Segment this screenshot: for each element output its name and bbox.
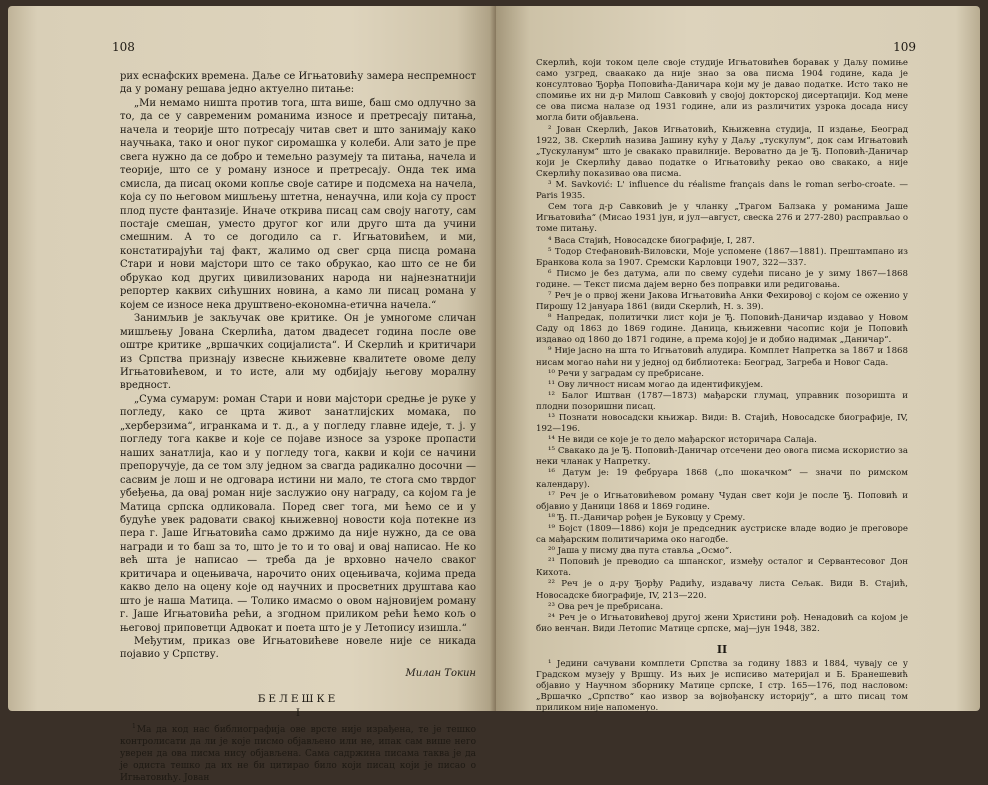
footnote: ²² Реч је о д-ру Ђорђу Радићу, издавачу листа Сељак. Види В. Стајић, Новосадске биографије, IV, 213—220. [536, 579, 908, 601]
right-page-column [536, 58, 908, 714]
left-page-column [120, 70, 476, 785]
quoted-criticism: „Сума сумарум: роман Стари и нови мајстори средње је руке у погледу, како се црта живот занатлијских момака, по „херберзима“, игранкама и т. д., а у погледу главне идеје, т. ј. у погледу тога какве и које се појаве износе за узроке пропасти наших занатлија, као и у погледу тога, какви и који се начини препоручује, да се том злу једном за свагда радикално досочни — сасвим је лош и не одговара истини ни мало, те стога смо тврдог убеђења, да овај роман није заслужио ону награду, са којом га је Матица српска одликовала. Поред свег тога, ми ћемо се и у будуће увек радовати свакој књижевној новости која потекне из пера г. Јаше Игњатовића само држимо да није нужно, да се ова награди и то баш за то, што је то и то овај и овај написао. Не ко већ шта је написао — треба да је врховно начело сваког критичара и оцењивача, нарочито оних оцењивача, којима преда какво дело на оцену које од научних и просветних друштава као што је наша Матица. — Толико имасмо о овом најновијем роману г. Јаше Игњатовића рећи, а згодном приликом рећи ћемо кољ о његовој приповетци Адвокат и поета што је у Летопису изишла.“ [120, 393, 476, 634]
footnote [120, 721, 476, 785]
footnote: ⁹ Није јасно на шта то Игњатовић алудира. Комплет Напретка за 1867 и 1868 нисам могао наћи ни у једној од библиотека: Београд, Загреба и Новог Сада. [536, 346, 908, 368]
footnotes-right [536, 58, 908, 635]
notes-heading: БЕЛЕШКЕ [257, 692, 339, 705]
footnote: ¹⁹ Бојст (1809—1886) који је председник аустриске владе водио је преговоре са мађарским политичарима око нагодбе. [536, 523, 908, 546]
footnote: ²³ Ова реч је пребрисана. [548, 601, 664, 612]
page-number-right: 109 [893, 40, 916, 54]
section-number: I [296, 707, 300, 719]
left-page [8, 6, 496, 783]
footnote: ⁵ Тодор Стефановић-Виловски, Моје успомене (1867—1881). Прештампано из Бранкова кола за 1907. Сремски Карловци 1907, 322—337. [536, 246, 908, 268]
author-signature: Милан Токин [405, 667, 476, 679]
footnote: ¹⁶ Датум је: 19 фебруара 1868 („по шокачком“ — значи по римском календару). [536, 468, 908, 490]
body-paragraph: рих еснафских времена. Даље се Игњатовићу замера неспремност да у роману решава једно актуелно питање: [120, 71, 476, 96]
footnote: ¹³ Познати новосадски књижар. Види: В. Стајић, Новосадске биографије, IV, 192—196. [536, 413, 908, 435]
article-body [120, 70, 476, 662]
footnote: ¹⁷ Реч је о Игњатовићевом роману Чудан свет који је после Ђ. Поповић и објавио у Даници 1868 и 1869 године. [536, 490, 908, 512]
footnotes-right-ii [536, 659, 908, 714]
footnote: ³ M. Savković: L' influence du réalisme français dans le roman serbo-croate. — Paris 1935. [536, 180, 908, 202]
footnote: ¹ Једини сачувани комплети Српства за годину 1883 и 1884, чувају се у Градском музеју у Вршцу. Из њих је исписиво материјал и Б. Бранешевић објавио у Научном зборнику Матице српске, I стр. 165—176, под насловом: „Вршачко „Српство“ као извор за војвођанску историју“, а што писац том приликом није напоменуо. [536, 658, 908, 714]
footnote: ¹² Балог Иштван (1787—1873) мађарски глумац, управник позоришта и плодни позоришни писац. [536, 390, 908, 412]
footnote: ² Јован Скерлић, Јаков Игњатовић, Књижевна студија, II издање, Београд 1922, 38. Скерлић назива Јашину кућу у Даљу „тускулум“, док сам Игњатовић „Тускуланум“ што је свакако правилније. Вероватно да је Ђ. Поповић-Даничар који је Скерлићу давао податке о Игњатовићу рекао ово свакако, а није Скерлићу показивао ова писма. [536, 124, 908, 179]
footnote: ⁴ Васа Стајић, Новосадске биографије, I, 287. [548, 235, 755, 246]
footnote: ¹¹ Ову личност нисам могао да идентификујем. [548, 379, 764, 390]
footnote: ¹⁸ Ђ. П.-Даничар рођен је Буковцу у Срему. [548, 512, 746, 523]
page-number-left: 108 [112, 40, 135, 54]
footnote: ⁸ Напредак, политички лист који је Ђ. Поповић-Даничар издавао у Новом Саду од 1863 до 1869 године. Даница, књижевни часопис који је Поповић издавао од 1860 до 1871 године, а према којој је и добио надимак „Даничар“. [536, 313, 908, 346]
body-paragraph: Занимљив је закључак ове критике. Он је умногоме сличан мишљењу Јована Скерлића, датом двадесет година после ове оштре критике „вршачких социјалиста“. И Скерлић и критичари из Српства признају извесне књижевне квалитете овоме делу Игњатовићевом, и то исте, али му одбијају његову моралну вредност. [120, 313, 476, 392]
footnote-text: Ма да код нас библиографија ове врсте није израђена, те је тешко контролисати да ли је које писмо објављено или не, ипак сам више него уверен да ова писма нису објављена. Сама садржина писама таква је да је одиста тешко да их не би цитирао било који писац који је писао о Игњатовићу. Јован [120, 724, 476, 783]
right-page [496, 6, 980, 714]
footnote: ²⁴ Реч је о Игњатовићевој другој жени Христини рођ. Ненадовић са којом је био венчан. Види Летопис Матице српске, мај—јун 1948, 382. [536, 612, 908, 634]
footnote: ⁷ Реч је о првој жени Јакова Игњатовића Анки Фехировој с којом се оженио у Пирошу 12 јануара 1861 (види Скерлић, Н. з. 39). [536, 290, 908, 313]
footnote: ¹⁰ Речи у заградам су пребрисане. [548, 368, 704, 379]
footnote-marker: 1 [132, 722, 136, 730]
footnote: ²¹ Поповић је преводио са шпанског, између осталог и Сервантесовог Дон Кихота. [536, 557, 908, 579]
footnote: Сем тога д-р Савковић је у чланку „Трагом Балзака у романима Јаше Игњатовића“ (Мисао 1931 јун, и јул—август, свеска 276 и 277-280) расправљао о томе питању. [536, 202, 908, 235]
section-number: II [716, 642, 728, 656]
footnote: ¹⁴ Не види се које је то дело мађарског историчара Салаја. [548, 435, 817, 446]
footnote: ⁶ Писмо је без датума, али по свему судећи писано је у зиму 1867—1868 године. — Текст писма дајем верно без поправки или редиговања. [536, 268, 908, 290]
footnotes-left [120, 721, 476, 785]
footnote: Скерлић, који током целе своје студије Игњатовићев боравак у Даљу помиње само узгред, сваакако да није знао за ова писма 1904 године, када је консултовао Ђорђа Поповића-Даничара који му је давао податке. Исто тако не спомиње их ни д-р Милош Савковић у својој докторској дисертацији. Код мене се ова писма налазе од 1931 године, али из различитих узрока досада нису могла бити објављена. [536, 58, 908, 124]
footnote: ¹⁵ Свакако да је Ђ. Поповић-Даничар отсечени део овога писма искористио за неки чланак у Напретку. [536, 446, 908, 468]
body-paragraph: Међутим, приказ ове Игњатовићеве новеле није се никада појавио у Српству. [120, 636, 476, 661]
footnote: ²⁰ Јаша у писму два пута ставља „Осмо“. [548, 546, 732, 557]
quoted-criticism: „Ми немамо ништа против тога, шта више, баш смо одлучно за то, да се у савременим романима износе и претресају питања, начела и теорије што потресају читав свет и што занимају како научњака, тако и оног пуког сиромашка у колеби. Али зато је пре свега нужно да се добро и темељно разумеју та питања, начела и теорије, што се у роману износе и претресају. Онда тек има смисла, да писац окоми копље своје сатире и подсмеха на начела, која су по његовом мишљењу штетна, ненаучна, или која су прост плод пусте фантазије. Иначе открива писац сам своју наготу, сам постаје смешан, уместо другог ког или друго шта да учини смешним. А то се догодило са г. Игњатовићем, и ми, констатирајући тај факт, жалимо од свег срца писца романа Стари и нови мајстори што се тако обрукао, као што се не би обрукао код других цивилизованих народа ни најнезнатнији репортер каквих сићушних новина, а камо ли писац романа у којем се износе нека друштвено-економна-етична начела.“ [120, 97, 476, 311]
